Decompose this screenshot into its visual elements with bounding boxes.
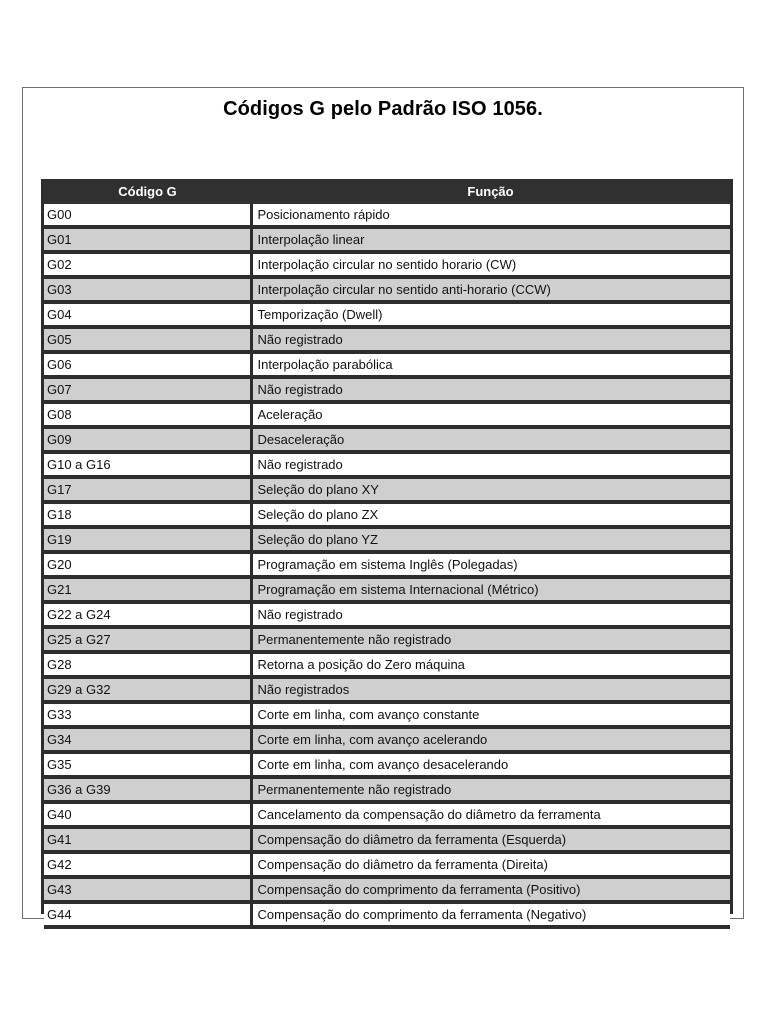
cell-code: G21 — [44, 577, 251, 602]
cell-code: G29 a G32 — [44, 677, 251, 702]
cell-function: Seleção do plano YZ — [251, 527, 730, 552]
cell-function: Programação em sistema Inglês (Polegadas) — [251, 552, 730, 577]
cell-code: G01 — [44, 227, 251, 252]
table-row — [44, 377, 730, 402]
cell-code: G40 — [44, 802, 251, 827]
cell-code: G43 — [44, 877, 251, 902]
table-row — [44, 204, 730, 227]
cell-function: Temporização (Dwell) — [251, 302, 730, 327]
cell-code: G35 — [44, 752, 251, 777]
cell-code: G22 a G24 — [44, 602, 251, 627]
cell-function: Corte em linha, com avanço desacelerando — [251, 752, 730, 777]
cell-code: G34 — [44, 727, 251, 752]
cell-function: Interpolação circular no sentido horario (CW) — [251, 252, 730, 277]
table-row — [44, 327, 730, 352]
cell-function: Desaceleração — [251, 427, 730, 452]
cell-code: G02 — [44, 252, 251, 277]
table-header-row — [44, 179, 730, 204]
table-row — [44, 252, 730, 277]
table-row — [44, 902, 730, 927]
header-codigo-g: Código G — [44, 179, 251, 204]
cell-code: G33 — [44, 702, 251, 727]
cell-function: Permanentemente não registrado — [251, 777, 730, 802]
cell-code: G00 — [44, 204, 251, 227]
cell-function: Compensação do comprimento da ferramenta (Positivo) — [251, 877, 730, 902]
cell-code: G44 — [44, 902, 251, 927]
cell-function: Retorna a posição do Zero máquina — [251, 652, 730, 677]
table-row — [44, 702, 730, 727]
table-row — [44, 552, 730, 577]
table-row — [44, 402, 730, 427]
table-row — [44, 502, 730, 527]
cell-code: G05 — [44, 327, 251, 352]
cell-function: Compensação do diâmetro da ferramenta (Direita) — [251, 852, 730, 877]
cell-code: G28 — [44, 652, 251, 677]
cell-code: G09 — [44, 427, 251, 452]
cell-function: Não registrado — [251, 602, 730, 627]
cell-code: G10 a G16 — [44, 452, 251, 477]
table-row — [44, 827, 730, 852]
table-row — [44, 727, 730, 752]
cell-code: G25 a G27 — [44, 627, 251, 652]
cell-function: Seleção do plano ZX — [251, 502, 730, 527]
cell-function: Compensação do diâmetro da ferramenta (Esquerda) — [251, 827, 730, 852]
table-row — [44, 277, 730, 302]
table-row — [44, 427, 730, 452]
cell-function: Não registrado — [251, 452, 730, 477]
table-row — [44, 852, 730, 877]
table-row — [44, 477, 730, 502]
cell-function: Interpolação linear — [251, 227, 730, 252]
cell-code: G42 — [44, 852, 251, 877]
g-code-table — [44, 179, 730, 929]
header-funcao: Função — [251, 179, 730, 204]
table-row — [44, 527, 730, 552]
cell-code: G18 — [44, 502, 251, 527]
cell-code: G07 — [44, 377, 251, 402]
cell-function: Interpolação parabólica — [251, 352, 730, 377]
table-row — [44, 627, 730, 652]
cell-code: G19 — [44, 527, 251, 552]
table-body — [44, 204, 730, 927]
cell-function: Corte em linha, com avanço acelerando — [251, 727, 730, 752]
cell-code: G41 — [44, 827, 251, 852]
g-code-table-container — [41, 179, 733, 922]
cell-function: Interpolação circular no sentido anti-horario (CCW) — [251, 277, 730, 302]
table-row — [44, 652, 730, 677]
cell-function: Corte em linha, com avanço constante — [251, 702, 730, 727]
table-row — [44, 877, 730, 902]
cell-function: Permanentemente não registrado — [251, 627, 730, 652]
table-row — [44, 602, 730, 627]
cell-function: Posicionamento rápido — [251, 204, 730, 227]
cell-function: Cancelamento da compensação do diâmetro da ferramenta — [251, 802, 730, 827]
cell-function: Compensação do comprimento da ferramenta (Negativo) — [251, 902, 730, 927]
document-page — [22, 87, 744, 922]
table-row — [44, 352, 730, 377]
document-title: Códigos G pelo Padrão ISO 1056. — [223, 98, 543, 120]
cell-code: G20 — [44, 552, 251, 577]
cell-code: G17 — [44, 477, 251, 502]
table-row — [44, 752, 730, 777]
cell-function: Não registrado — [251, 377, 730, 402]
table-row — [44, 227, 730, 252]
table-row — [44, 777, 730, 802]
table-row — [44, 577, 730, 602]
cell-function: Não registrado — [251, 327, 730, 352]
cell-code: G06 — [44, 352, 251, 377]
table-row — [44, 677, 730, 702]
cell-code: G36 a G39 — [44, 777, 251, 802]
cell-function: Seleção do plano XY — [251, 477, 730, 502]
cell-code: G08 — [44, 402, 251, 427]
cell-function: Aceleração — [251, 402, 730, 427]
table-row — [44, 302, 730, 327]
cell-function: Programação em sistema Internacional (Métrico) — [251, 577, 730, 602]
table-row — [44, 802, 730, 827]
table-row — [44, 452, 730, 477]
cell-code: G03 — [44, 277, 251, 302]
cell-code: G04 — [44, 302, 251, 327]
cell-function: Não registrados — [251, 677, 730, 702]
